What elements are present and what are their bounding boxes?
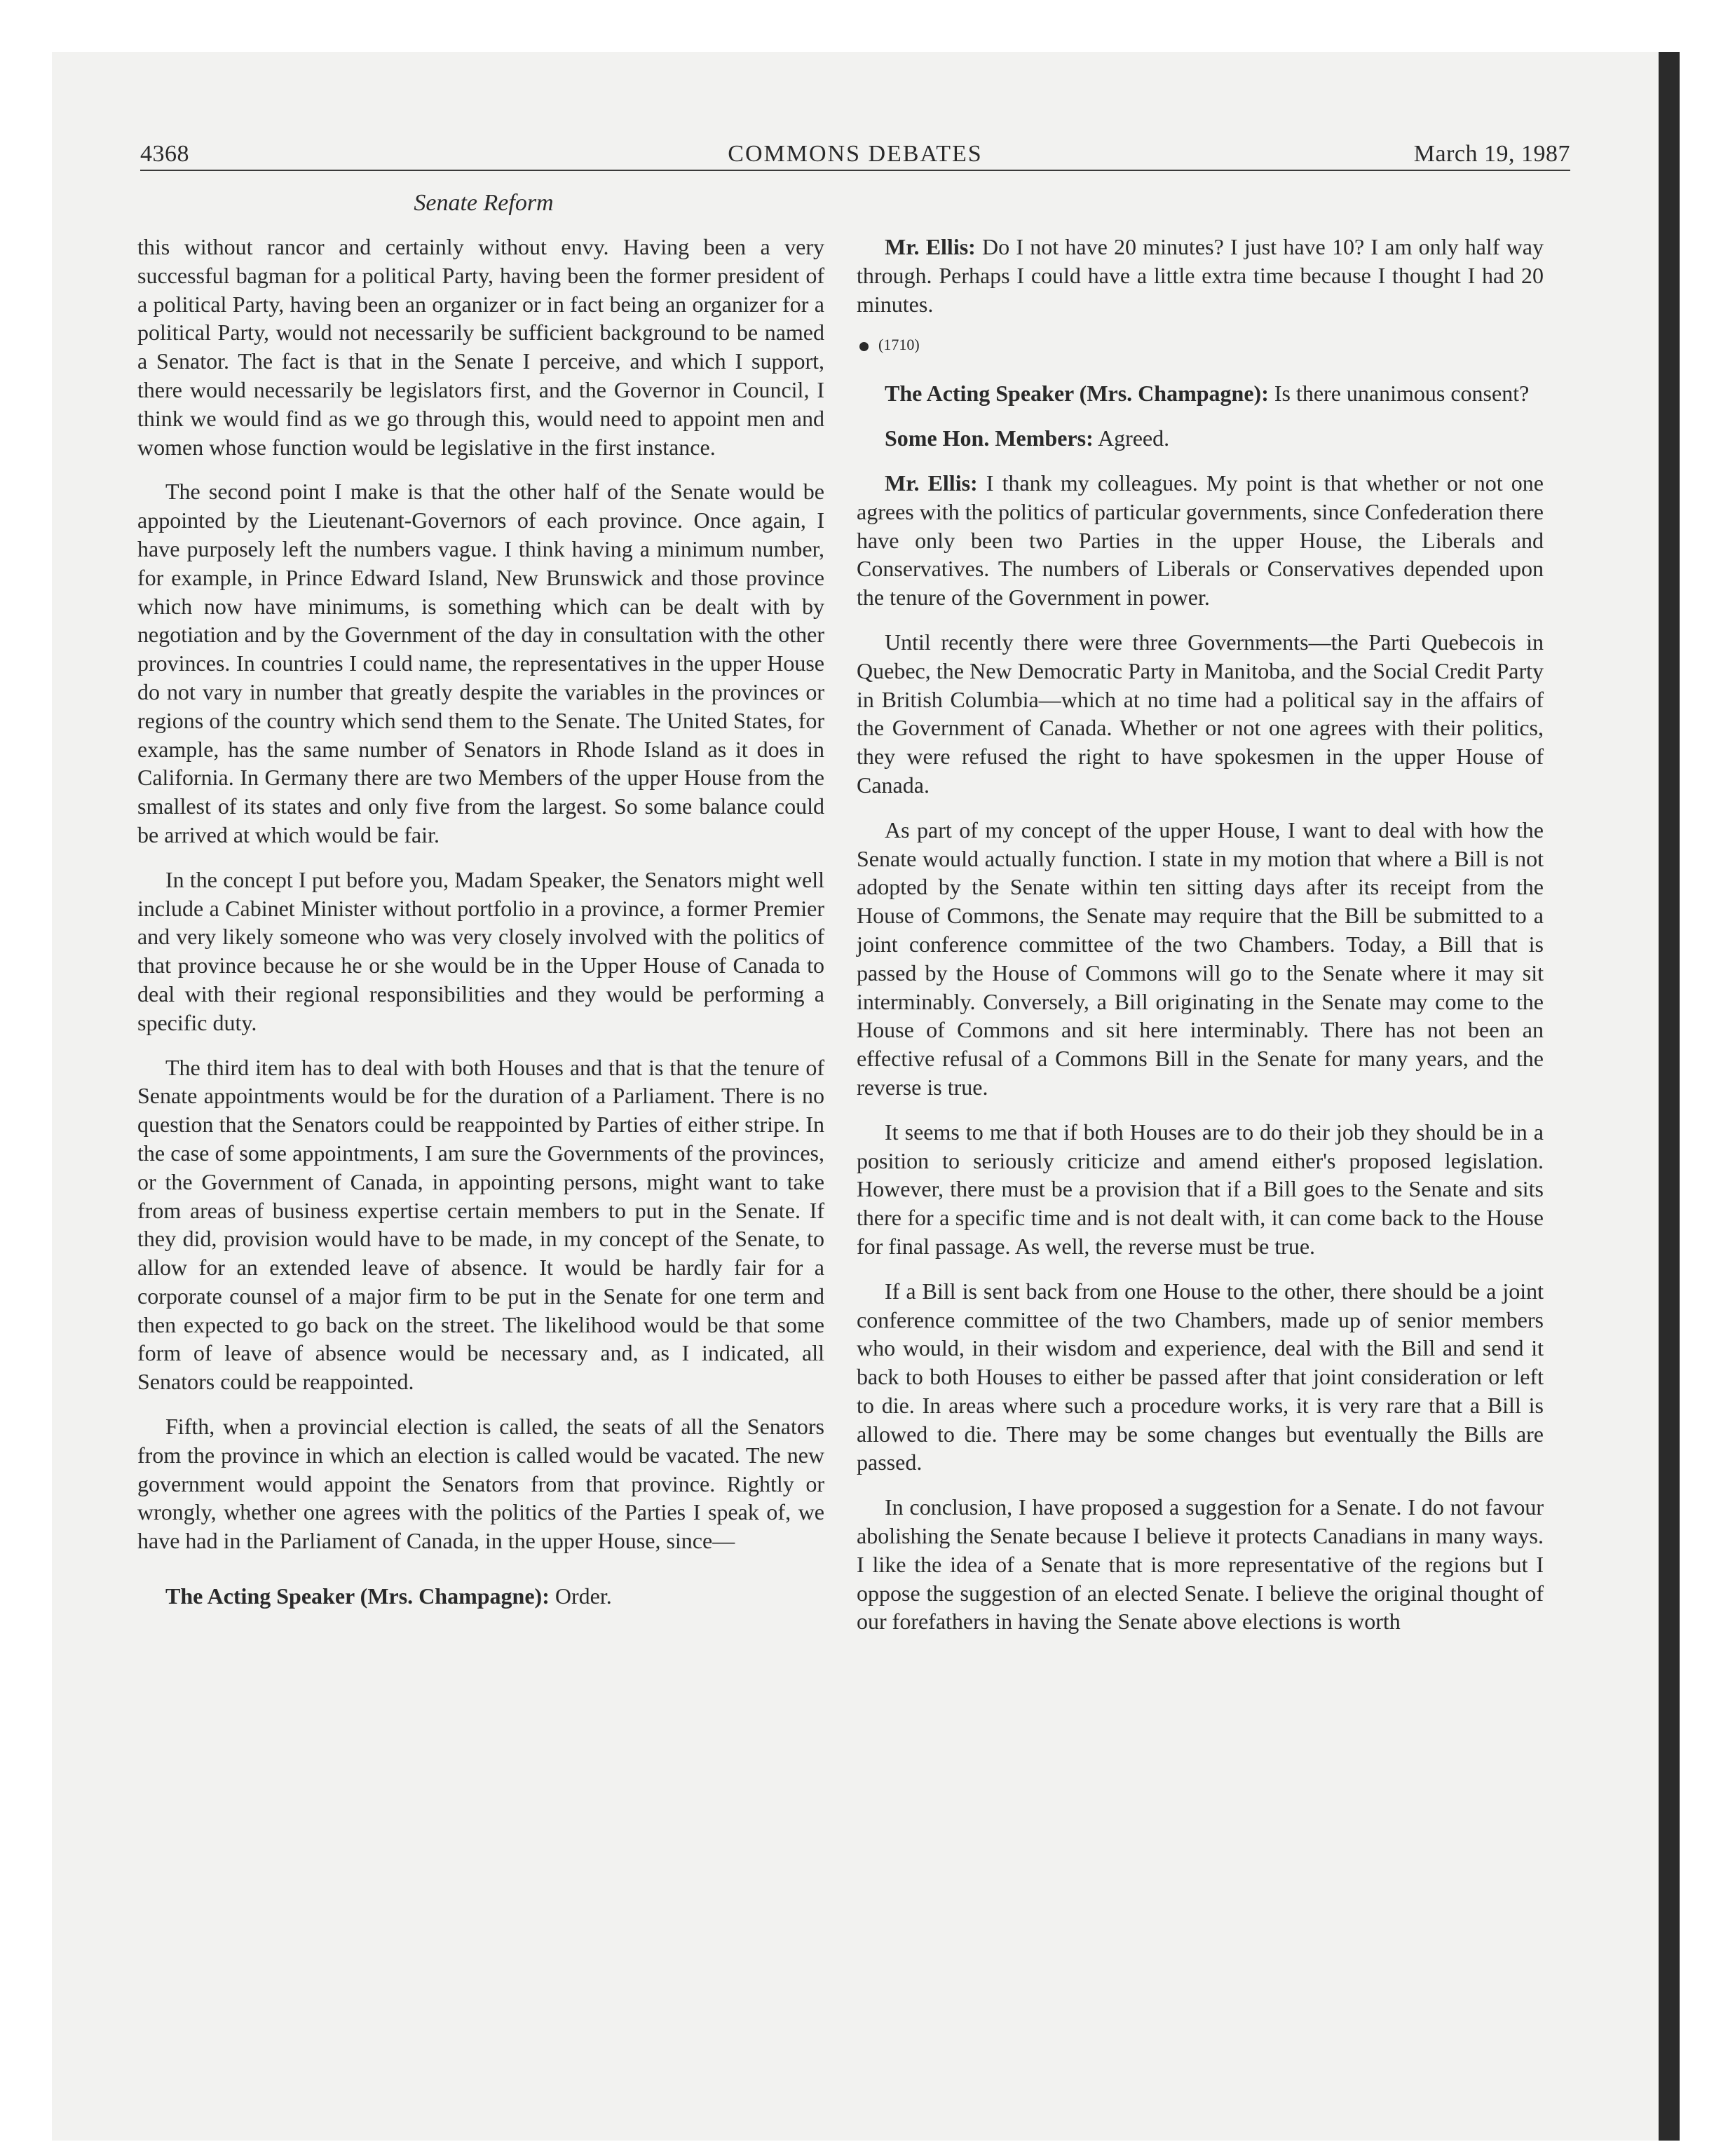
speech-text: Order. (549, 1583, 612, 1609)
paragraph: In conclusion, I have proposed a suggestion for a Senate. I do not favour abolishing the Senate because I believe it protects Canadians in many ways. I like the idea of a Senate that is more representative of the regions but I oppose the suggestion of an elected Senate. I believe the original thought of our forefathers in having the Senate above elections is worth (857, 1494, 1544, 1635)
paragraph: In the concept I put before you, Madam Speaker, the Senators might well include a Cabinet Minister without portfolio in a province, a former Premier and very likely someone who was very closely involved with the politics of that province because he or she would be in the Upper House of Canada to deal with their regional responsibilities and they would be performing a specific duty. (137, 866, 824, 1035)
section-title: Senate Reform (414, 190, 554, 216)
speaker-name: Mr. Ellis: (885, 234, 976, 259)
page-number: 4368 (140, 141, 189, 167)
time-marker (857, 334, 1544, 355)
header-rule (140, 170, 1570, 171)
paragraph: Until recently there were three Governments—the Parti Quebecois in Quebec, the New Democratic Party in Manitoba, and the Social Credit Party in British Columbia—which at no time had a political say in the affairs of the Government of Canada. Whether or not one agrees with their politics, they were refused the right to have spokesmen in the upper House of Canada. (857, 629, 1544, 798)
scan-edge-shadow (1659, 52, 1680, 2141)
speaker-name: Mr. Ellis: (885, 470, 978, 496)
paragraph: The third item has to deal with both Houses and that is that the tenure of Senate appointments would be for the duration of a Parliament. There is no question that the Senators could be reappointed by Parties of either stripe. In the case of some appointments, I am sure the Governments of the provinces, or the Government of Canada, in appointing persons, might want to take from areas of business expertise certain members to put in the Senate. If they did, provision would have to be made, in my concept of the Senate, to allow for an extended leave of absence. It would be hardly fair for a corporate counsel of a major firm to be put in the Senate for one term and then expected to go back on the street. The likelihood would be that some form of leave of absence would be necessary and, as I indicated, all Senators could be reappointed. (137, 1054, 824, 1395)
speech (137, 1582, 824, 1611)
speech (857, 379, 1544, 408)
publication-title: COMMONS DEBATES (728, 141, 983, 167)
speech-text: Do I not have 20 minutes? I just have 10? I am only half way through. Perhaps I could have a little extra time because I thought I had 20 minutes. (857, 234, 1544, 317)
paragraph: this without rancor and certainly without envy. Having been a very successful bagman for a political Party, having been the former president of a political Party, having been an organizer or in fact being an organizer for a political Party, would not necessarily be sufficient background to be named a Senator. The fact is that in the Senate I perceive, and which I support, there would necessarily be legislators first, and the Governor in Council, I think we would find as we go through this, would need to appoint men and women whose function would be legislative in the first instance. (137, 234, 824, 460)
speech (857, 469, 1544, 612)
left-column (137, 233, 824, 1627)
page-date: March 19, 1987 (1413, 141, 1570, 167)
speech-text: I thank my colleagues. My point is that whether or not one agrees with the politics of particular governments, since Confederation there have only been two Parties in the upper House, the Liberals and Conservatives. The numbers of Liberals or Conservatives depended upon the tenure of the Government in power. (857, 470, 1544, 610)
time-marker-text: (1710) (878, 336, 920, 354)
speaker-name: The Acting Speaker (Mrs. Champagne): (885, 381, 1269, 407)
right-column (857, 233, 1544, 1652)
paragraph: The second point I make is that the other half of the Senate would be appointed by the Lieutenant-Governors of each province. Once again, I have purposely left the numbers vague. I think having a minimum number, for example, in Prince Edward Island, New Brunswick and those province which now have minimums, is something which can be dealt with by negotiation and by the Government of the day in consultation with the other provinces. In countries I could name, the representatives in the upper House do not vary in number that greatly despite the variables in the provinces or regions of the country which send them to the Senate. The United States, for example, has the same number of Senators in Rhode Island as it does in California. In Germany there are two Members of the upper House from the smallest of its states and only five from the largest. So some balance could be arrived at which would be fair. (137, 479, 824, 847)
bullet-icon (859, 342, 869, 351)
paragraph: It seems to me that if both Houses are to do their job they should be in a position to seriously criticize and amend either's proposed legislation. However, there must be a provision that if a Bill goes to the Senate and sits there for a specific time and is not dealt with, it can come back to the House for final passage. As well, the reverse must be true. (857, 1119, 1544, 1259)
speaker-name: Some Hon. Members: (885, 425, 1094, 451)
speech-text: Agreed. (1093, 425, 1170, 451)
paragraph: Fifth, when a provincial election is called, the seats of all the Senators from the province in which an election is called would be vacated. The new government would appoint the Senators from that province. Rightly or wrongly, whether one agrees with the politics of the Parties I speak of, we have had in the Parliament of Canada, in the upper House, since— (137, 1414, 824, 1554)
speech (857, 424, 1544, 453)
paragraph: As part of my concept of the upper House, I want to deal with how the Senate would actually function. I state in my motion that where a Bill is not adopted by the Senate within ten sitting days after its receipt from the House of Commons, the Senate may require that the Bill be submitted to a joint conference committee of the two Chambers. Today, a Bill that is passed by the House of Commons will go to the Senate where it may sit interminably. Conversely, a Bill originating in the Senate may come to the House of Commons and sit here interminably. There has not been an effective refusal of a Commons Bill in the Senate for many years, and the reverse is true. (857, 817, 1544, 1100)
speech (857, 233, 1544, 318)
paragraph: If a Bill is sent back from one House to the other, there should be a joint conference committee of the two Chambers, made up of senior members who would, in their wisdom and experience, deal with the Bill and send it back to both Houses to either be passed after that joint consideration or left to die. In areas where such a procedure works, it is very rare that a Bill is allowed to die. There may be some changes but eventually the Bills are passed. (857, 1278, 1544, 1475)
page-header (140, 139, 1570, 170)
speech-text: Is there unanimous consent? (1268, 381, 1530, 407)
speaker-name: The Acting Speaker (Mrs. Champagne): (165, 1583, 550, 1609)
